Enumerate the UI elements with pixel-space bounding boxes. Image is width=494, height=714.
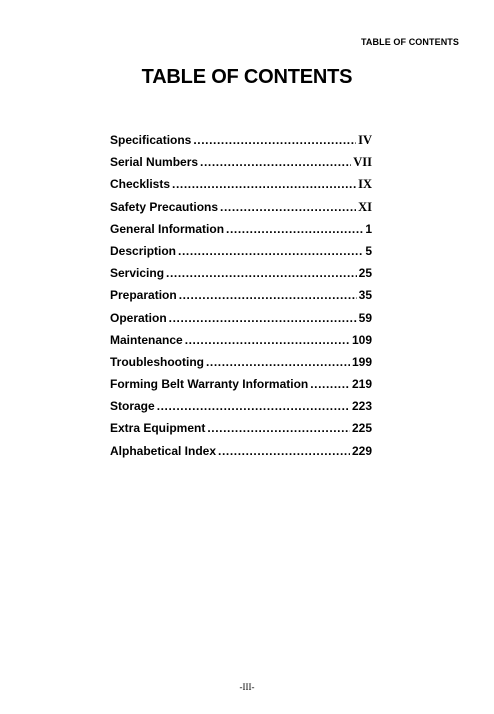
toc-entry (110, 133, 372, 155)
toc-dot-leader (157, 399, 350, 413)
toc-entry-page-number: IV (358, 133, 372, 147)
toc-entry-page-number: 109 (351, 332, 372, 347)
toc-entry-page-number: VII (353, 155, 372, 170)
toc-entry-label: Troubleshooting (110, 354, 204, 369)
toc-entry-label: Safety Precautions (110, 199, 219, 214)
toc-dot-leader (179, 288, 357, 302)
toc-entry-label: Preparation (110, 288, 177, 303)
toc-dot-leader (207, 421, 350, 435)
toc-entry-page-number: 199 (351, 354, 372, 369)
toc-dot-leader (226, 222, 363, 236)
toc-dot-leader (166, 266, 357, 280)
toc-entry-label: Serial Numbers (110, 155, 199, 170)
toc-entry (110, 355, 372, 377)
toc-entry-label: General Information (110, 221, 225, 236)
toc-entry-label: Alphabetical Index (110, 443, 217, 458)
running-header: TABLE OF CONTENTS (360, 37, 459, 47)
toc-entry (110, 444, 372, 466)
toc-entry-label: Checklists (110, 177, 171, 192)
toc-entry (110, 288, 372, 310)
toc-entry-page-number: 229 (351, 443, 372, 458)
toc-entry-label: Description (110, 243, 177, 258)
toc-entry (110, 311, 372, 333)
toc-dot-leader (193, 133, 356, 147)
page-title: TABLE OF CONTENTS (141, 66, 353, 88)
toc-dot-leader (220, 200, 356, 214)
toc-dot-leader (178, 244, 363, 258)
toc-entry-label: Forming Belt Warranty Information (110, 377, 309, 392)
toc-entry (110, 155, 372, 177)
toc-entry-page-number: 35 (358, 288, 372, 303)
toc-dot-leader (169, 311, 357, 325)
table-of-contents (110, 133, 372, 466)
toc-entry (110, 244, 372, 266)
toc-entry (110, 200, 372, 222)
toc-entry (110, 177, 372, 199)
toc-entry-label: Maintenance (110, 332, 183, 347)
toc-entry-page-number: 225 (351, 421, 372, 436)
toc-dot-leader (310, 377, 350, 391)
toc-entry-page-number: XI (358, 199, 372, 214)
toc-entry-page-number: IX (358, 177, 372, 192)
toc-dot-leader (200, 155, 351, 169)
toc-entry-label: Specifications (110, 133, 192, 147)
toc-entry (110, 333, 372, 355)
toc-dot-leader (172, 177, 356, 191)
toc-entry-label: Operation (110, 310, 167, 325)
toc-entry (110, 222, 372, 244)
toc-entry-page-number: 219 (351, 377, 372, 392)
toc-entry (110, 399, 372, 421)
page-number: -III- (239, 682, 255, 692)
toc-entry-label: Extra Equipment (110, 421, 206, 436)
toc-entry (110, 421, 372, 443)
toc-entry-label: Servicing (110, 266, 165, 281)
toc-entry-label: Storage (110, 399, 155, 414)
toc-entry-page-number: 5 (365, 243, 372, 258)
toc-entry (110, 266, 372, 288)
toc-entry-page-number: 223 (351, 399, 372, 414)
toc-dot-leader (206, 355, 350, 369)
toc-entry-page-number: 1 (365, 221, 372, 236)
toc-entry-page-number: 25 (358, 266, 372, 281)
toc-entry (110, 377, 372, 399)
toc-dot-leader (218, 444, 350, 458)
toc-dot-leader (185, 333, 350, 347)
toc-entry-page-number: 59 (358, 310, 372, 325)
